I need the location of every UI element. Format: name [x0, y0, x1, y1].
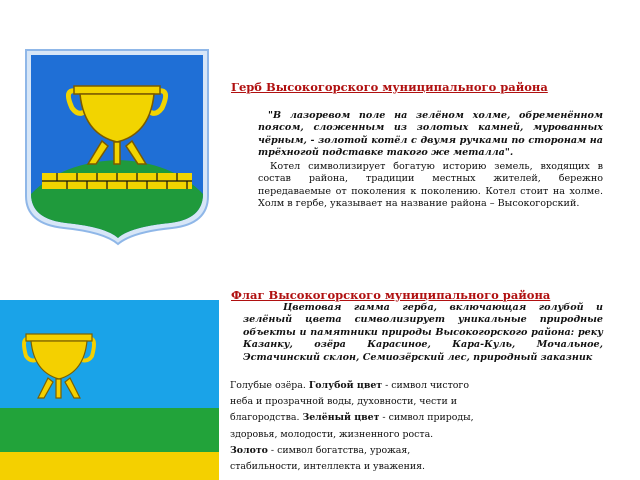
color-meaning-line: здоровья, молодости, жизненного роста.	[230, 428, 434, 440]
coat-of-arms-description: Котел символизирует богатую историю земель, входящих в состав района, традиции местных жителей, бережно передаваемые от поколения к поколению. Котел стоит на холме. Холм в гербе, указывает на название района – Высокогорский.	[258, 161, 603, 210]
flag-heading: Флаг Высокогорского муниципального района	[231, 288, 551, 302]
coat-of-arms-heading: Герб Высокогорского муниципального района	[231, 80, 548, 94]
color-meaning-line: Голубые озёра. Голубой цвет - символ чистого	[230, 380, 469, 391]
color-meaning-line: стабильности, интеллекта и уважения.	[230, 461, 425, 473]
flag-yellow-stripe	[0, 452, 219, 480]
color-meaning-line: Золото - символ богатства, урожая,	[230, 444, 411, 456]
color-meaning-line: неба и прозрачной воды, духовности, чести и	[230, 396, 457, 408]
flag-color-meanings	[230, 378, 530, 475]
flag-image	[0, 300, 219, 480]
coat-of-arms-blazon: "В лазоревом поле на зелёном холме, обременённом поясом, сложенным из золотых камней, мурованных чёрным, - золотой котёл с двумя ручками по сторонам на трёхногой подставке такого же металла".	[258, 110, 603, 159]
coat-of-arms-image	[22, 46, 212, 246]
flag-blue-field	[0, 300, 219, 408]
flag-description-quote: Цветовая гамма герба, включающая голубой и зелёный цвета символизирует уникальные природные объекты и памятники природы Высокогорского района: реку Казанку, озёра Карасиное, Кара-Куль, Мочальное, Эстачинский склон, Семиозёрский лес, природный заказник	[243, 302, 603, 363]
color-meaning-line: благородства. Зелёный цвет - символ природы,	[230, 412, 474, 424]
flag-green-stripe	[0, 408, 219, 452]
